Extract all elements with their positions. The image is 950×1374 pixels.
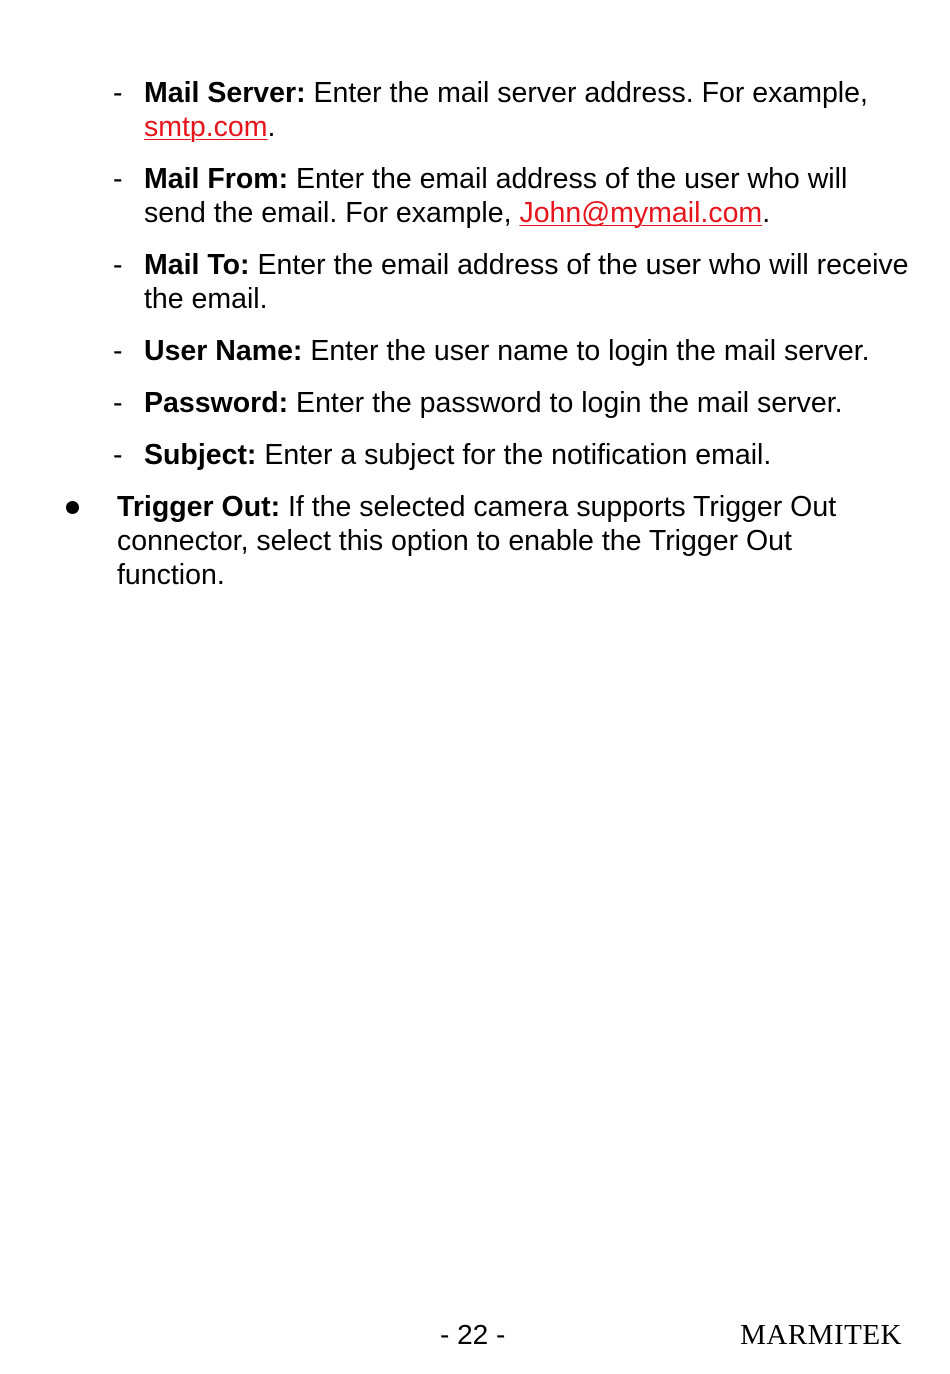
email-settings-list <box>0 76 950 490</box>
term-mail-to: Mail To: <box>144 249 250 281</box>
bullet-dot-icon <box>66 501 79 514</box>
punctuation: . <box>762 197 771 229</box>
brand-name: MARMITEK <box>740 1319 902 1351</box>
list-item-user-name <box>0 334 950 368</box>
term-user-name: User Name: <box>144 335 303 367</box>
dash-bullet: - <box>113 335 123 367</box>
description-mail-to: Enter the email address of the user who will receive the email. <box>144 249 909 315</box>
description-password: Enter the password to login the mail server. <box>288 387 843 419</box>
list-item-password <box>0 386 950 420</box>
term-mail-from: Mail From: <box>144 163 289 195</box>
term-password: Password: <box>144 387 289 419</box>
link-email-example[interactable]: John@mymail.com <box>519 197 763 229</box>
list-item-trigger-out <box>0 490 950 592</box>
term-trigger-out: Trigger Out: <box>117 491 281 523</box>
dash-bullet: - <box>113 249 123 281</box>
dash-bullet: - <box>113 439 123 471</box>
punctuation: . <box>267 111 276 143</box>
dash-bullet: - <box>113 77 123 109</box>
description-user-name: Enter the user name to login the mail server. <box>302 335 870 367</box>
description-trigger-out: If the selected camera supports Trigger Out connector, select this option to enable the Trigger Out function. <box>117 491 837 591</box>
link-smtp-example[interactable]: smtp.com <box>144 111 268 143</box>
list-item-mail-to <box>0 248 950 316</box>
dash-bullet: - <box>113 163 123 195</box>
page-number: - 22 - <box>440 1319 506 1350</box>
description-subject: Enter a subject for the notification email. <box>256 439 772 471</box>
term-mail-server: Mail Server: <box>144 77 306 109</box>
description-mail-from: Enter the email address of the user who will send the email. For example, <box>144 163 848 229</box>
dash-bullet: - <box>113 387 123 419</box>
description-mail-server: Enter the mail server address. For example, <box>305 77 868 109</box>
list-item-subject <box>0 438 950 472</box>
list-item-mail-from <box>0 162 950 230</box>
list-item-mail-server <box>0 76 950 144</box>
term-subject: Subject: <box>144 439 257 471</box>
